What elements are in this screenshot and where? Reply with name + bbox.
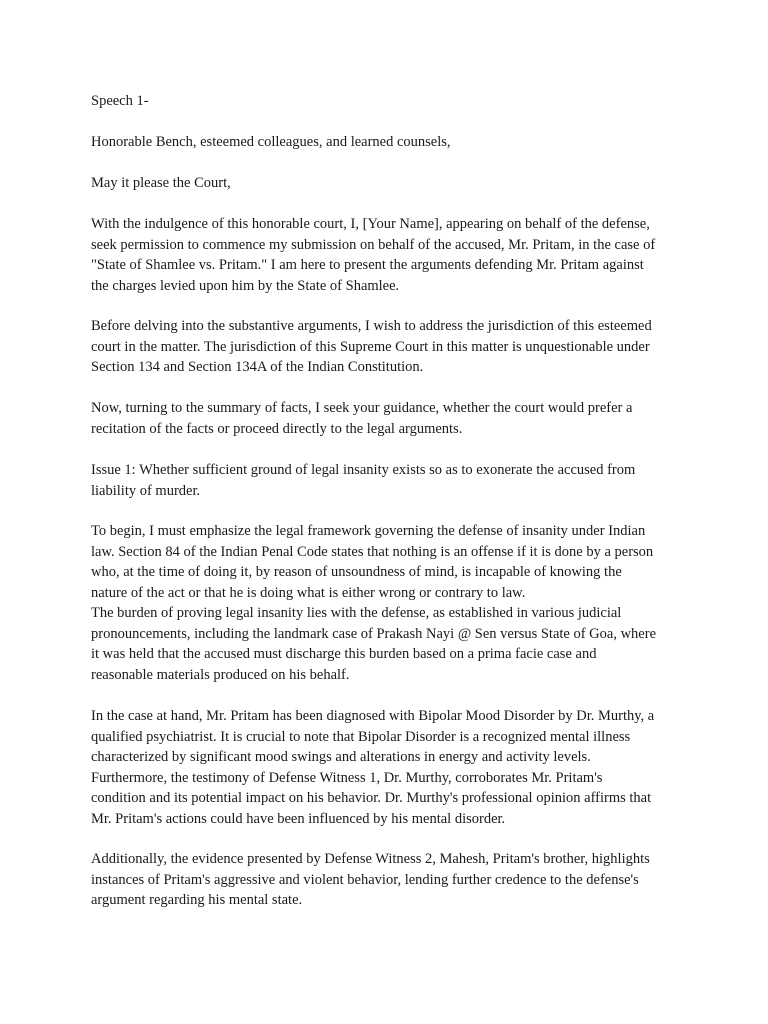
- jurisdiction-paragraph: Before delving into the substantive arguments, I wish to address the jurisdiction of this esteemed court in the matter. The jurisdiction of this Supreme Court in this matter is unquestionable under Section 134 and Section 134A of the Indian Constitution.: [91, 318, 652, 375]
- witness-evidence-paragraph: Additionally, the evidence presented by Defense Witness 2, Mahesh, Pritam's brother, highlights instances of Pritam's aggressive and violent behavior, lending further credence to the defense's argument regarding his mental state.: [91, 851, 650, 908]
- document-heading: Speech 1-: [91, 93, 149, 109]
- issue-1-paragraph: Issue 1: Whether sufficient ground of legal insanity exists so as to exonerate the accused from liability of murder.: [91, 462, 636, 499]
- legal-framework-paragraph: To begin, I must emphasize the legal framework governing the defense of insanity under Indian law. Section 84 of the Indian Penal Code states that nothing is an offense if it is done by a person who, at the time of doing it, by reason of unsoundness of mind, is incapable of knowing the nature of the act or that he is doing what is either wrong or contrary to law. The burden of proving legal insanity lies with the defense, as established in various judicial pronouncements, including the landmark case of Prakash Nayi @ Sen versus State of Goa, where it was held that the accused must discharge this burden based on a prima facie case and reasonable materials produced on his behalf.: [91, 523, 657, 683]
- facts-summary-paragraph: Now, turning to the summary of facts, I seek your guidance, whether the court would prefer a recitation of the facts or proceed directly to the legal arguments.: [91, 400, 633, 437]
- diagnosis-paragraph: In the case at hand, Mr. Pritam has been diagnosed with Bipolar Mood Disorder by Dr. Murthy, a qualified psychiatrist. It is crucial to note that Bipolar Disorder is a recognized mental illness characterized by significant mood swings and alterations in energy and activity levels. Furthermore, the testimony of Defense Witness 1, Dr. Murthy, corroborates Mr. Pritam's condition and its potential impact on his behavior. Dr. Murthy's professional opinion affirms that Mr. Pritam's actions could have been influenced by his mental disorder.: [91, 708, 655, 827]
- court-address-paragraph: May it please the Court,: [91, 175, 231, 191]
- salutation-paragraph: Honorable Bench, esteemed colleagues, and learned counsels,: [91, 134, 451, 150]
- introduction-paragraph: With the indulgence of this honorable court, I, [Your Name], appearing on behalf of the defense, seek permission to commence my submission on behalf of the accused, Mr. Pritam, in the case of "State of Shamlee vs. Pritam." I am here to present the arguments defending Mr. Pritam against the charges levied upon him by the State of Shamlee.: [91, 216, 656, 294]
